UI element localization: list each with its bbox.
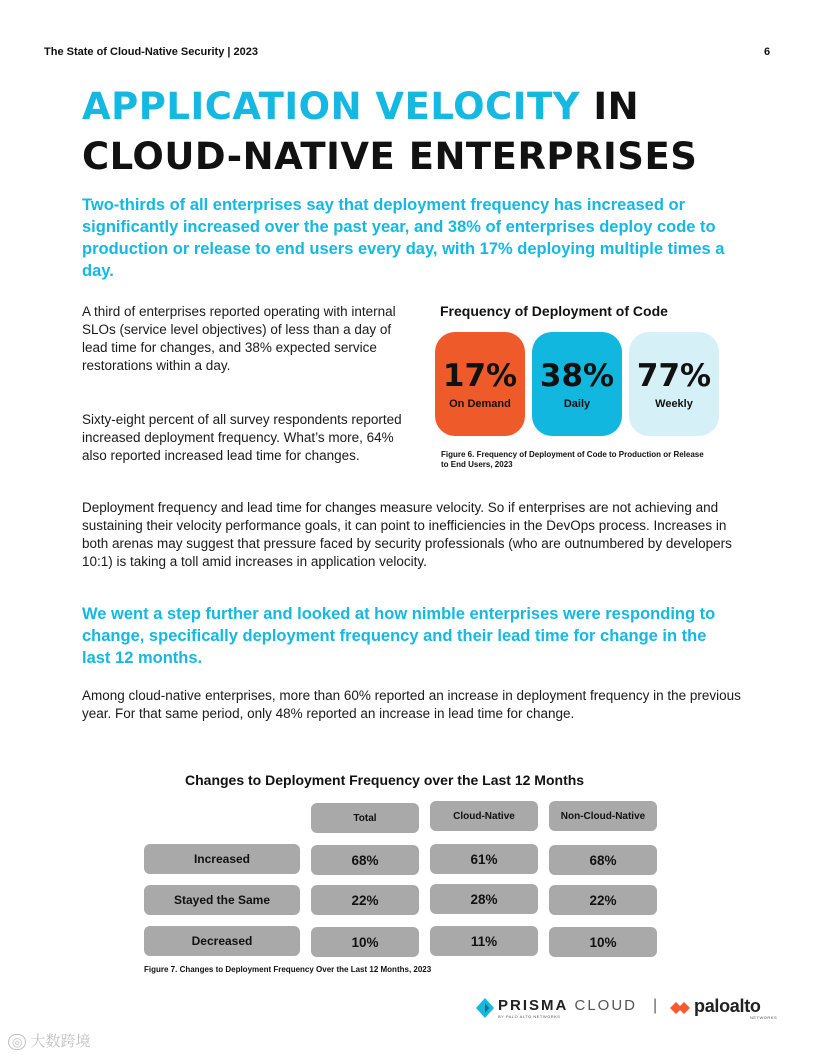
figure6-caption: Figure 6. Frequency of Deployment of Code to Production or Release to End Users, 2023 bbox=[441, 450, 704, 469]
pill-weekly bbox=[629, 332, 719, 436]
category-label: Daily bbox=[563, 398, 591, 410]
watermark-icon: ◎ bbox=[8, 1034, 26, 1050]
report-title: The State of Cloud-Native Security | 2023 bbox=[44, 46, 258, 58]
prisma-subline: BY PALO ALTO NETWORKS bbox=[498, 1014, 561, 1019]
paloalto-logo bbox=[670, 996, 780, 1020]
pill-daily bbox=[532, 332, 622, 436]
column-header-non-cloud-native: Non-Cloud-Native bbox=[549, 801, 657, 831]
watermark-text: 大数跨境 bbox=[30, 1033, 91, 1050]
column-header-cloud-native: Cloud-Native bbox=[430, 801, 538, 831]
watermark bbox=[8, 1030, 91, 1051]
column-header-total: Total bbox=[311, 803, 419, 833]
page-title bbox=[82, 82, 697, 182]
paloalto-wordmark: paloalto bbox=[694, 996, 761, 1016]
figure7-title: Changes to Deployment Frequency over the Last 12 Months bbox=[185, 772, 585, 788]
table-cell: 10% bbox=[311, 927, 419, 957]
velocity-paragraph: Deployment frequency and lead time for changes measure velocity. So if enterprises are not achieving and sustaining their velocity performance goals, it can point to inefficiencies in the DevOps process. Increases in both arenas may suggest that pressure faced by security professionals (who are outnumbered by developers 10:1) is taking a toll amid increases in application velocity. bbox=[82, 500, 732, 569]
row-label-increased: Increased bbox=[144, 844, 300, 874]
table-cell: 28% bbox=[430, 884, 538, 914]
row-label-decreased: Decreased bbox=[144, 926, 300, 956]
table-cell: 22% bbox=[311, 885, 419, 915]
figure7-caption: Figure 7. Changes to Deployment Frequency Over the Last 12 Months, 2023 bbox=[144, 965, 432, 974]
cloud-wordmark: CLOUD bbox=[568, 997, 638, 1014]
cloud-native-paragraph: Among cloud-native enterprises, more than 60% reported an increase in deployment frequency in the previous year. For that same period, only 48% reported an increase in lead time for change. bbox=[82, 688, 741, 721]
paloalto-icon bbox=[670, 1000, 692, 1016]
category-label: Weekly bbox=[655, 398, 693, 410]
footer-separator: | bbox=[653, 997, 658, 1014]
left-paragraph-2: Sixty-eight percent of all survey respondents reported increased deployment frequency. What’s more, 64% also reported increased lead time for changes. bbox=[82, 412, 402, 463]
prisma-wordmark: PRISMA bbox=[498, 997, 569, 1014]
figure6-title: Frequency of Deployment of Code bbox=[440, 303, 668, 319]
category-label: On Demand bbox=[449, 398, 511, 410]
row-label-stayed-same: Stayed the Same bbox=[144, 885, 300, 915]
title-highlight: APPLICATION VELOCITY bbox=[82, 85, 581, 128]
paloalto-subline: NETWORKS bbox=[750, 1015, 778, 1020]
prisma-icon bbox=[476, 998, 494, 1018]
lead-text: Two-thirds of all enterprises say that deployment frequency has increased or significantly increased over the past year, and 38% of enterprises deploy code to production or release to end users every day, with 17% deploying multiple times a day. bbox=[82, 196, 725, 280]
title-rest: IN bbox=[580, 85, 640, 128]
page-number: 6 bbox=[764, 46, 771, 58]
value-label: 17% bbox=[442, 358, 518, 394]
table-cell: 11% bbox=[430, 926, 538, 956]
pill-on-demand bbox=[435, 332, 525, 436]
table-cell: 68% bbox=[549, 845, 657, 875]
left-paragraph-1: A third of enterprises reported operating with internal SLOs (service level objectives) of less than a day of lead time for changes, and 38% expected service restorations within a day. bbox=[82, 304, 396, 373]
value-label: 77% bbox=[636, 358, 712, 394]
title-line-2: CLOUD-NATIVE ENTERPRISES bbox=[82, 135, 698, 178]
table-cell: 68% bbox=[311, 845, 419, 875]
table-cell: 61% bbox=[430, 844, 538, 874]
lead-text-2: We went a step further and looked at how nimble enterprises were responding to change, specifically deployment frequency and their lead time for change in the last 12 months. bbox=[82, 605, 716, 667]
prisma-cloud-logo bbox=[476, 996, 646, 1020]
table-cell: 22% bbox=[549, 885, 657, 915]
table-cell: 10% bbox=[549, 927, 657, 957]
value-label: 38% bbox=[539, 358, 615, 394]
